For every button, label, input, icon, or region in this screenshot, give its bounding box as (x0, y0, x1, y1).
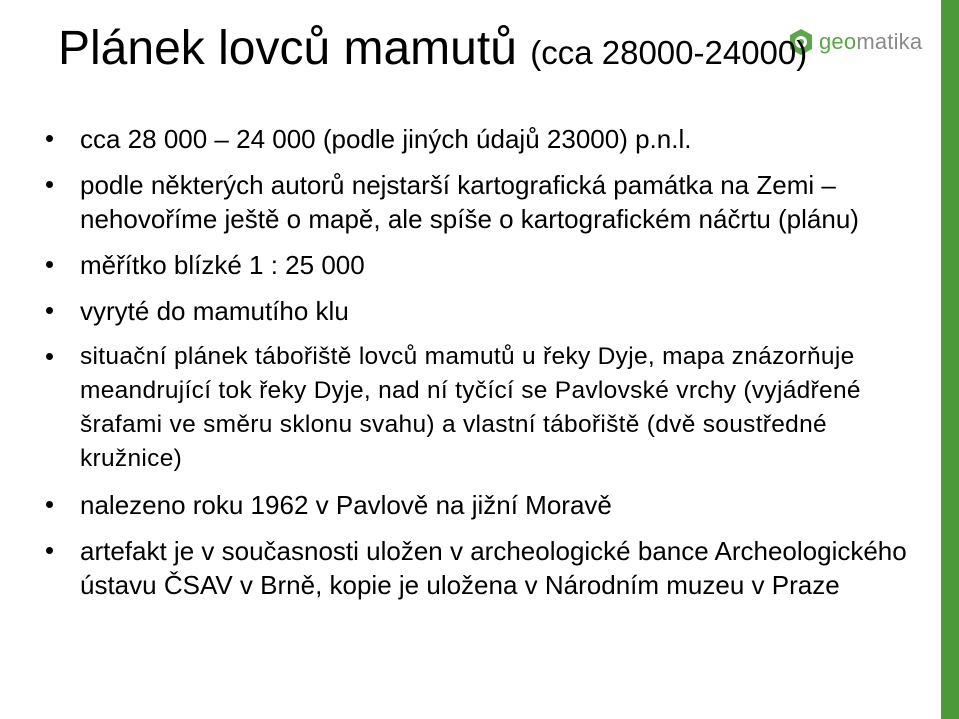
bullet-item: podle některých autorů nejstarší kartografická památka na Zemi – nehovoříme ještě o mapě, ale spíše o kartografickém náčrtu (plánu) (42, 168, 922, 236)
logo-text (819, 29, 922, 55)
bullet-item: situační plánek tábořiště lovců mamutů u řeky Dyje, mapa znázorňuje meandrující tok řeky Dyje, nad ní tyčící se Pavlovské vrchy (vyjádřené šrafami ve směru sklonu svahu) a vlastní tábořiště (dvě soustředné kružnice) (42, 340, 922, 476)
bullet-list (42, 122, 922, 602)
bullet-item: cca 28 000 – 24 000 (podle jiných údajů 23000) p.n.l. (42, 122, 922, 156)
title-subtitle: (cca 28000-24000) (530, 34, 808, 71)
bullet-item: měřítko blízké 1 : 25 000 (42, 248, 922, 282)
slide-title (58, 20, 807, 82)
bullet-item: nalezeno roku 1962 v Pavlově na jižní Moravě (42, 488, 922, 522)
title-main: Plánek lovců mamutů (58, 22, 517, 75)
bullet-item: vyryté do mamutího klu (42, 294, 922, 328)
right-accent-bar (941, 0, 959, 719)
logo-text-geo: geo (819, 29, 857, 54)
logo-text-matika: matika (856, 29, 923, 54)
bullet-item: artefakt je v současnosti uložen v archeologické bance Archeologického ústavu ČSAV v Brně, kopie je uložena v Národním muzeu v Praze (42, 534, 922, 602)
